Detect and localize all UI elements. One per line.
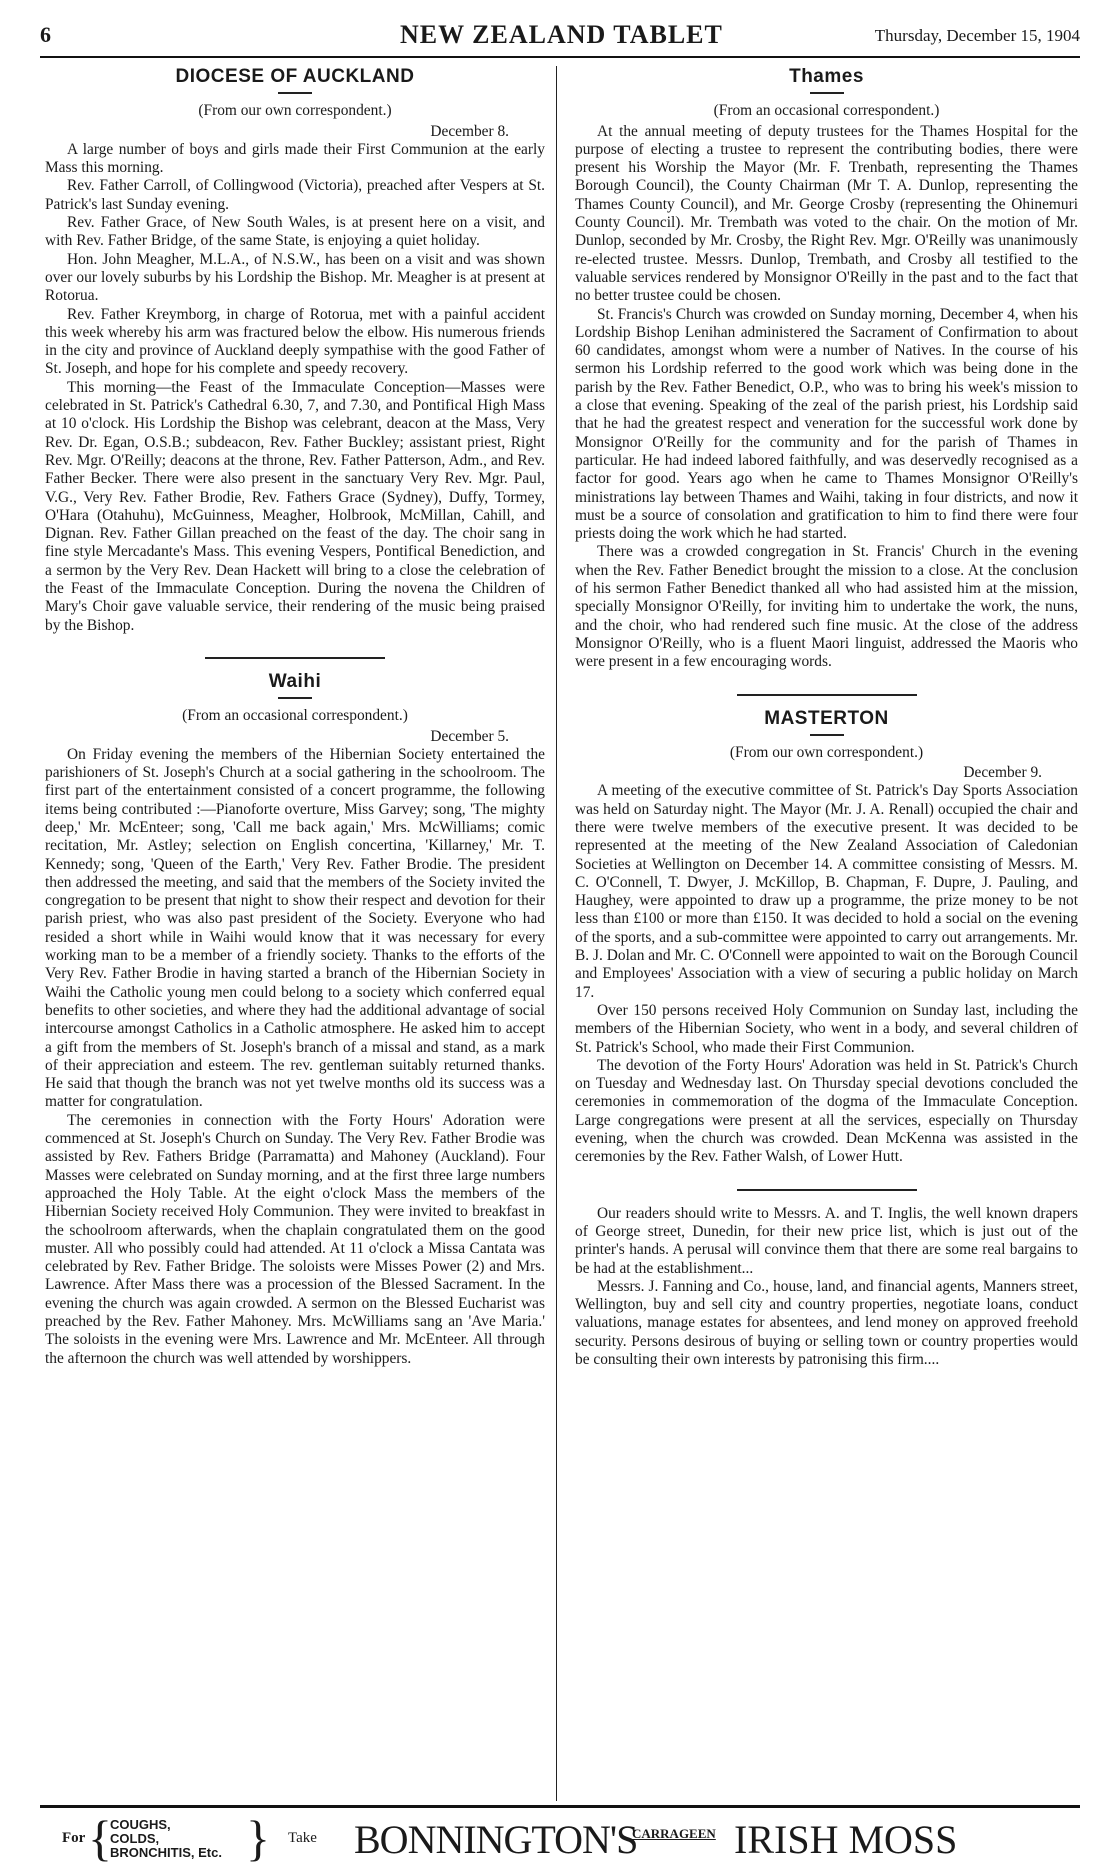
masthead xyxy=(40,20,1080,54)
heading-dash xyxy=(278,92,312,94)
waihi-source: (From an occasional correspondent.) xyxy=(182,707,408,725)
masterton-dateline: December 9. xyxy=(963,764,1042,782)
article-paragraph: This morning—the Feast of the Immaculate Conception—Masses were celebrated in St. Patrick's Cathedral 6.30, 7, and 7.30, and Pontifical High Mass at 10 o'clock. His Lordship the Bishop was celebrant, deacon at the Mass, Very Rev. Dr. Egan, O.S.B.; subdeacon, Rev. Father Buckley; assistant priest, Right Rev. Mgr. O'Reilly; deacons at the throne, Rev. Father Patterson, Adm., and Rev. Father Becker. There were also present in the sanctuary Very Rev. Mgr. Paul, V.G., Very Rev. Father Brodie, Rev. Fathers Grace (Sydney), Duffy, Tormey, O'Hara (Otahuhu), McGuinness, Meagher, Holbrook, McMillan, Cahill, and Dignan. Rev. Father Gillan preached on the feast of the day. The choir sang in fine style Mercadante's Mass. This evening Vespers, Pontifical Benediction, and a sermon by the Very Rev. Dean Hackett will bring to a close the celebration of the Feast of the Immaculate Conception. During the novena the Children of Mary's Choir gave valuable service, their rendering of the music being praised by the Bishop. xyxy=(45,378,545,634)
article-paragraph: Rev. Father Grace, of New South Wales, is at present here on a visit, and with Rev. Father Bridge, of the same State, is enjoying a quiet holiday. xyxy=(45,214,545,250)
notice-paragraph: Messrs. J. Fanning and Co., house, land, and financial agents, Manners street, Wellington, buy and sell city and country properties, negotiate loans, conduct valuations, manage estates for absentees, and lend money on approved freehold security. Persons desirous of buying or selling town or country properties would be consulting their own interests by patronising this firm.... xyxy=(575,1277,1078,1368)
heading-dash xyxy=(278,697,312,699)
advert-take-label: Take xyxy=(288,1830,317,1846)
article-paragraph: The ceremonies in connection with the Forty Hours' Adoration were commenced at St. Joseph's Church on Sunday. The Very Rev. Father Brodie was assisted by Rev. Fathers Bridge (Parramatta) and Mahoney (Auckland). Four Masses were celebrated on Sunday morning, and at the first three large numbers approached the Holy Table. At the eight o'clock Mass the members of the Hibernian Society received Holy Communion. They were invited to breakfast in the schoolroom afterwards, when the chaplain congratulated them on the good muster. All who possibly could had attended. At 11 o'clock a Missa Cantata was celebrated by Rev. Father Bridge. The soloists were Misses Power (2) and Mrs. Lawrence. After Mass there was a procession of the Blessed Sacrament. In the evening the church was again crowded. A sermon on the Blessed Eucharist was preached by the Rev. Father Mahoney. Mrs. McWilliams sang an 'Ave Maria.' The soloists in the evening were Mrs. Lawrence and Mr. McEnteer. All through the afternoon the church was well attended by worshippers. xyxy=(45,1111,545,1367)
section-separator xyxy=(737,1189,917,1191)
waihi-dateline: December 5. xyxy=(430,727,509,745)
article-paragraph: Rev. Father Kreymborg, in charge of Rotorua, met with a painful accident this week whereby his arm was fractured below the elbow. His numerous friends in the city and province of Auckland deeply sympathise with the good Father of St. Joseph, and hope for his complete and speedy recovery. xyxy=(45,305,545,378)
advert-brand: BONNINGTON'S xyxy=(354,1817,638,1862)
left-column xyxy=(45,66,545,1368)
thames-source: (From an occasional correspondent.) xyxy=(713,102,940,120)
auckland-source: (From our own correspondent.) xyxy=(198,102,392,120)
notice-paragraph: Our readers should write to Messrs. A. and T. Inglis, the well known drapers of George street, Dunedin, for their new price list, which is just out of the printer's hands. A perusal will convince them that there are some real bargains to be had at the establishment... xyxy=(575,1204,1078,1277)
footer-rule xyxy=(40,1805,1080,1808)
advert-product: IRISH MOSS xyxy=(734,1817,958,1862)
column-divider xyxy=(556,66,557,1801)
heading-dash xyxy=(810,734,844,736)
article-paragraph: Over 150 persons received Holy Communion on Sunday last, including the members of the Hibernian Society, who went in a body, and several children of St. Patrick's School, who made their First Communion. xyxy=(575,1001,1078,1056)
auckland-heading: DIOCESE OF AUCKLAND xyxy=(175,66,415,87)
issue-date: Thursday, December 15, 1904 xyxy=(874,26,1080,45)
section-separator xyxy=(737,694,917,696)
article-paragraph: There was a crowded congregation in St. Francis' Church in the evening when the Rev. Father Benedict brought the mission to a close. At the conclusion of his sermon Father Benedict thanked all who had assisted him at the mission, specially Monsignor O'Reilly, for inviting him to undertake the work, the nuns, and the choir, who had rendered such fine music. At the close of the address Monsignor O'Reilly, who is a fluent Maori linguist, addressed the Maoris who were present in a few encouraging words. xyxy=(575,543,1078,671)
article-paragraph: A meeting of the executive committee of St. Patrick's Day Sports Association was held on Saturday night. The Mayor (Mr. J. A. Renall) occupied the chair and there were twelve members of the executive present. It was decided to be represented at the meeting of the New Zealand Association of Caledonian Societies at Wellington on December 14. A committee consisting of Messrs. M. C. O'Connell, T. Dwyer, J. McKillop, B. Chapman, F. Dupre, J. Pauling, and Haughey, were appointed to draw up a programme, the prize money to be not less than £100 or more than £150. It was decided to hold a social on the evening of the sports, and a sub-committee were appointed to carry out arrangements. Mr. B. J. Dolan and Mr. C. O'Connell were appointed to wait on the Borough Council and Employees' Association with a view of securing a public holiday on March 17. xyxy=(575,782,1078,1001)
ailment-item: COLDS, xyxy=(110,1831,160,1846)
article-paragraph: At the annual meeting of deputy trustees for the Thames Hospital for the purpose of electing a trustee to represent the contributing bodies, there were present his Worship the Mayor (Mr. F. Trenbath, representing the Thames Borough Council), the County Chairman (Mr T. A. Dunlop, representing the Thames County Council), and Mr. George Crosby (representing the Ohinemuri County Council). Mr. Trembath was voted to the chair. On the motion of Mr. Dunlop, seconded by Mr. Crosby, the Right Rev. Mgr. O'Reilly was unanimously re-elected trustee. Messrs. Dunlop, Trembath, and Crosby all testified to the valuable services rendered by Monsignor O'Reilly in the past and to the fact that no better trustee could be chosen. xyxy=(575,122,1078,305)
masthead-rule xyxy=(40,56,1080,58)
heading-dash xyxy=(810,92,844,94)
article-paragraph: The devotion of the Forty Hours' Adoration was held in St. Patrick's Church on Tuesday and Wednesday last. On Thursday special devotions concluded the ceremonies in commemoration of the dogma of the Immaculate Conception. Large congregations were present at all the services, especially on Thursday evening, when the church was crowded. Dean McKenna was assisted in the ceremonies by the Rev. Father Walsh, of Lower Hutt. xyxy=(575,1056,1078,1166)
bonnington-advert xyxy=(40,1812,1080,1866)
section-separator xyxy=(205,657,385,659)
right-column xyxy=(575,66,1078,1369)
waihi-heading: Waihi xyxy=(268,670,322,692)
brace-open-icon: { xyxy=(88,1810,112,1866)
advert-ailments xyxy=(110,1818,222,1860)
ailment-item: BRONCHITIS, Etc. xyxy=(110,1845,222,1860)
page-number: 6 xyxy=(40,22,51,47)
masterton-heading: MASTERTON xyxy=(764,707,889,729)
advert-for-label: For xyxy=(62,1830,86,1846)
ailment-item: COUGHS, xyxy=(110,1817,171,1832)
article-paragraph: Hon. John Meagher, M.L.A., of N.S.W., has been on a visit and was shown over our lovely suburbs by his Lordship the Bishop. Mr. Meagher is at present at Rotorua. xyxy=(45,250,545,305)
article-paragraph: St. Francis's Church was crowded on Sunday morning, December 4, when his Lordship Bishop Lenihan administered the Sacrament of Confirmation to about 60 candidates, amongst whom were a number of Natives. In the course of his sermon his Lordship referred to the good work which was being done in the parish by the Rev. Father Benedict, O.P., who was to bring his week's mission to a close that evening. Speaking of the zeal of the parish priest, his Lordship said that he had the greatest respect and veneration for the successful work done by Monsignor O'Reilly for the community and for the parish of Thames in particular. He had indeed labored faithfully, and was deservedly recognised as a factor for good. Years ago when he came to Thames Monsignor O'Reilly's ministrations lay between Thames and Waihi, taking in four districts, and now it must be a source of consolation and gratification to him to find there were four priests doing the work which he had started. xyxy=(575,305,1078,543)
brace-close-icon: } xyxy=(246,1810,270,1866)
article-paragraph: A large number of boys and girls made their First Communion at the early Mass this morning. xyxy=(45,140,545,177)
thames-heading: Thames xyxy=(789,66,864,87)
article-paragraph: On Friday evening the members of the Hibernian Society entertained the parishioners of St. Joseph's Church at a social gathering in the schoolroom. The first part of the entertainment consisted of a concert programme, the following items being contributed :—Pianoforte overture, Miss Garvey; song, 'The mighty deep,' Mr. McEnteer; song, 'Call me back again,' Mrs. McWilliams; comic recitation, Mr. Astley; selection on English concertina, 'Killarney,' Mr. T. Kennedy; song, 'Queen of the Earth,' Very Rev. Father Brodie. The president then addressed the meeting, and said that the members of the Society invited the congregation to be present that night to show their respect and devotion for their parish priest, who was also past president of the Society. Everyone who had resided a short while in Waihi would know that it was necessary for every working man to be a member of a friendly society. Thanks to the efforts of the Very Rev. Father Brodie in having started a branch of the Hibernian Society in Waihi the Catholic young men could belong to a society which conferred equal benefits to other societies, and where they had the additional advantage of social intercourse amongst Catholics in a Catholic atmosphere. He asked him to accept a gift from the members of St. Joseph's branch of a missal and stand, as a mark of their appreciation and esteem. The rev. gentleman suitably returned thanks. He said that though the branch was not yet twelve months old its success was a matter for congratulation. xyxy=(45,745,545,1111)
auckland-dateline: December 8. xyxy=(430,122,509,140)
masterton-source: (From our own correspondent.) xyxy=(729,743,924,761)
advert-carrageen: CARRAGEEN xyxy=(632,1826,716,1841)
article-paragraph: Rev. Father Carroll, of Collingwood (Victoria), preached after Vespers at St. Patrick's last Sunday evening. xyxy=(45,177,545,213)
newspaper-title: NEW ZEALAND TABLET xyxy=(400,20,723,49)
